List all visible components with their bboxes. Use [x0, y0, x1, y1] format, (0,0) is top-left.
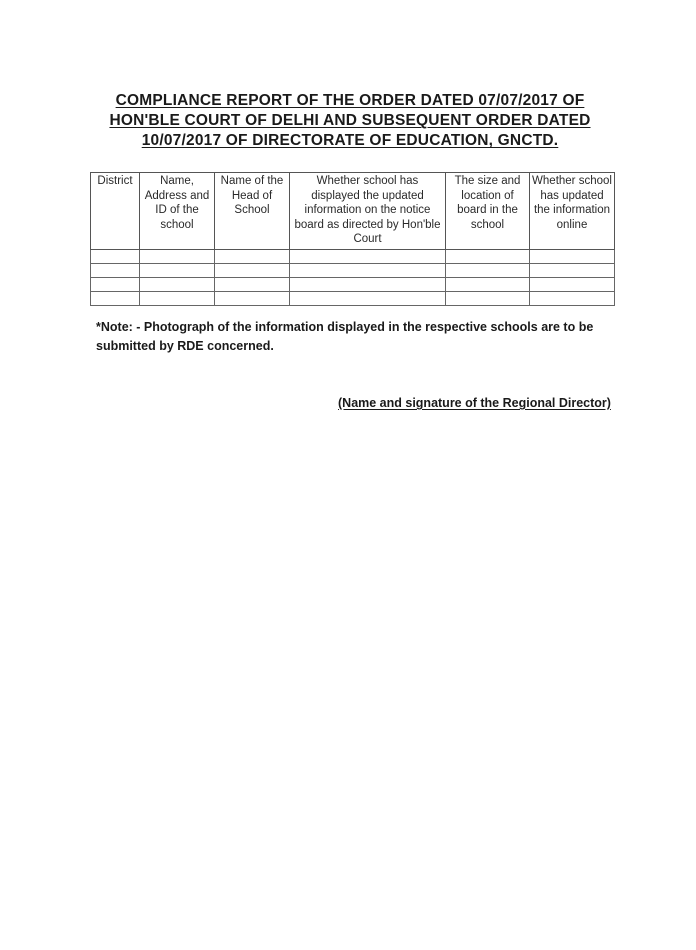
table-cell [215, 277, 290, 291]
header-head-of-school: Name of the Head of School [215, 173, 290, 250]
header-school-name-address-id: Name, Address and ID of the school [140, 173, 215, 250]
table-cell [140, 263, 215, 277]
header-notice-board-displayed: Whether school has displayed the updated information on the notice board as directed by Hon'ble Court [290, 173, 446, 250]
title-line-2: HON'BLE COURT OF DELHI AND SUBSEQUENT ORDER DATED [109, 112, 591, 129]
table-cell [140, 291, 215, 305]
table-cell [215, 249, 290, 263]
header-board-size-location: The size and location of board in the school [446, 173, 530, 250]
table-cell [446, 291, 530, 305]
table-cell [140, 277, 215, 291]
table-row [91, 277, 615, 291]
signature-line: (Name and signature of the Regional Director) [338, 396, 611, 410]
table-row [91, 249, 615, 263]
header-district: District [91, 173, 140, 250]
table-cell [215, 291, 290, 305]
table-cell [91, 263, 140, 277]
document-title [90, 91, 610, 151]
table-cell [91, 291, 140, 305]
title-line-3: 10/07/2017 OF DIRECTORATE OF EDUCATION, GNCTD. [141, 132, 559, 149]
table-cell [290, 263, 446, 277]
title-line-1: COMPLIANCE REPORT OF THE ORDER DATED 07/07/2017 OF [115, 92, 585, 109]
table-header-row [91, 173, 615, 250]
header-updated-online: Whether school has updated the information online [530, 173, 615, 250]
table-cell [91, 249, 140, 263]
table-cell [215, 263, 290, 277]
table-cell [530, 277, 615, 291]
table-cell [530, 263, 615, 277]
compliance-table [90, 172, 615, 306]
table-cell [91, 277, 140, 291]
table-cell [290, 249, 446, 263]
note-text: *Note: - Photograph of the information displayed in the respective schools are to be submitted by RDE concerned. [96, 320, 594, 353]
table-cell [530, 291, 615, 305]
table-cell [290, 277, 446, 291]
table-cell [446, 249, 530, 263]
table-cell [446, 277, 530, 291]
table-cell [290, 291, 446, 305]
table-cell [446, 263, 530, 277]
table-cell [530, 249, 615, 263]
table-cell [140, 249, 215, 263]
table-row [91, 291, 615, 305]
table-row [91, 263, 615, 277]
